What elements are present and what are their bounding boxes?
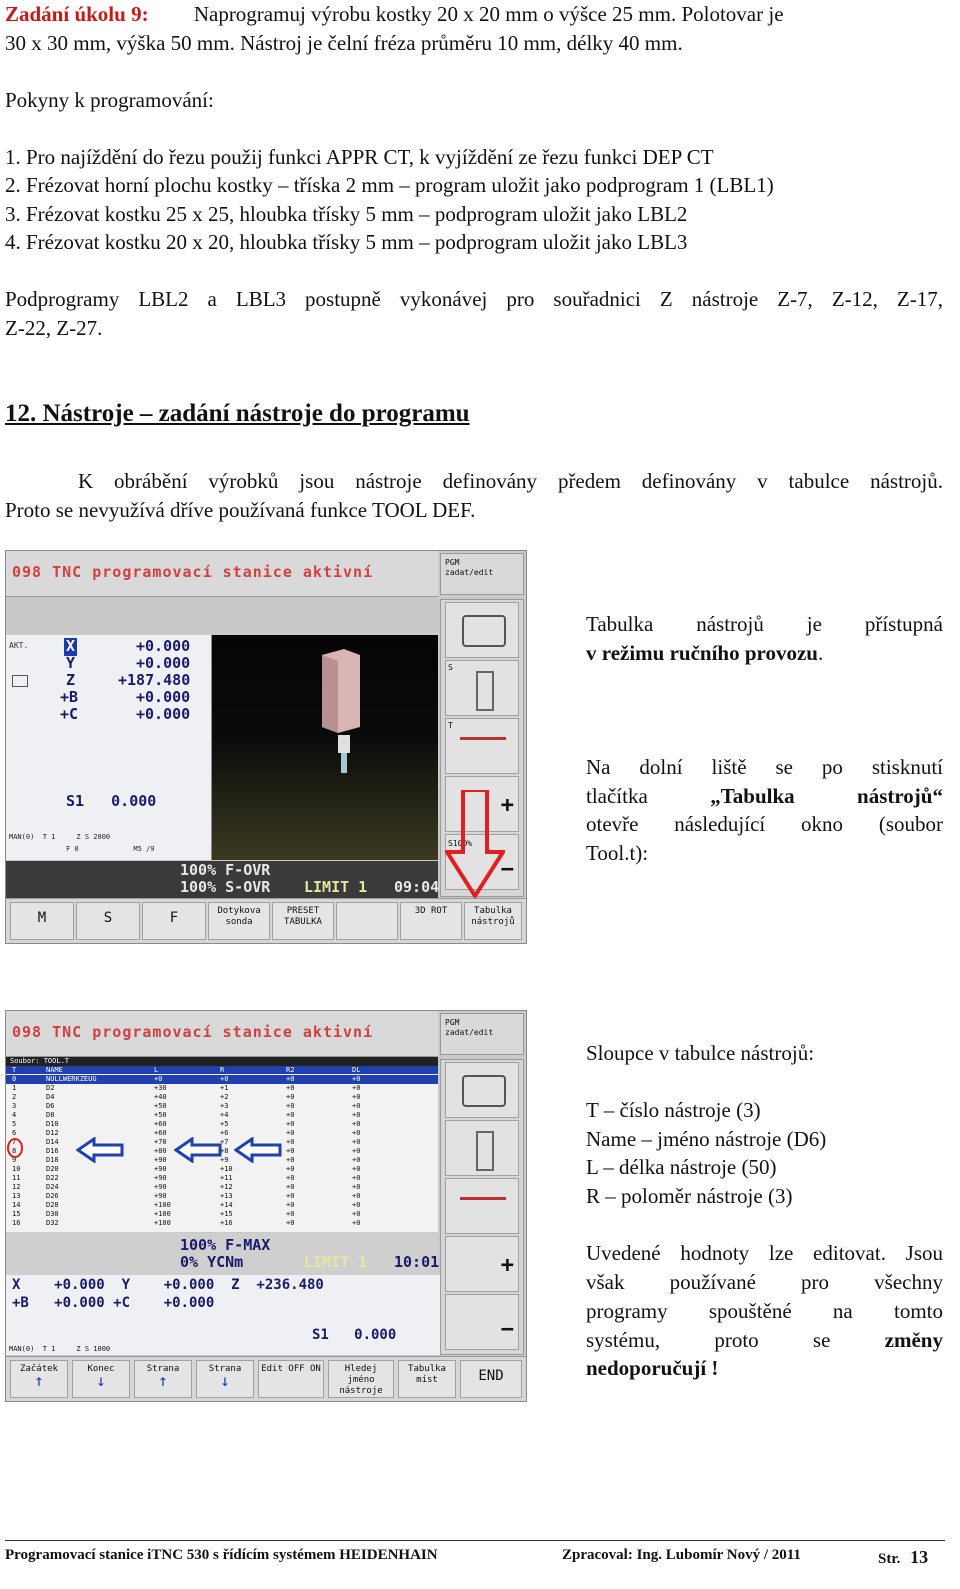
axis-z-label: Z	[66, 671, 76, 689]
side-label-s100: S100%	[448, 839, 473, 848]
subprogram-note-line2: Z-22, Z-27.	[5, 316, 103, 340]
limit-label: LIMIT 1	[304, 878, 368, 896]
file-bar	[6, 1057, 438, 1066]
plus-icon: +	[500, 793, 514, 818]
table-cell: +80	[154, 1147, 167, 1155]
tnc-screen-tool-table	[5, 1010, 527, 1402]
machine-viewport	[212, 635, 438, 860]
table-cell: +0	[352, 1084, 361, 1092]
feed-override: 100% F-OVR	[180, 861, 271, 879]
table-row[interactable]	[6, 1129, 438, 1138]
instruction-item: 4. Frézovat kostku 20 x 20, hloubka třísky 5 mm – podprogram uložit jako LBL3	[5, 230, 688, 254]
task-label: Zadání úkolu 9:	[5, 2, 149, 26]
column-desc: Name – jméno nástroje (D6)	[586, 1127, 827, 1151]
table-cell: D20	[46, 1165, 59, 1173]
table-row[interactable]	[6, 1201, 438, 1210]
column-desc: L – délka nástroje (50)	[586, 1155, 777, 1179]
status-line: MAN(0) T 1 Z S 1000	[9, 1345, 111, 1353]
table-cell: +0	[286, 1201, 295, 1209]
instructions-title: Pokyny k programování:	[5, 88, 214, 112]
clock: 09:04	[394, 878, 440, 896]
red-arrow-icon	[445, 790, 505, 898]
softkey-label: Strana	[146, 1364, 180, 1374]
softkey-pocket-table[interactable]	[398, 1360, 456, 1398]
table-cell: 7	[12, 1138, 17, 1146]
table-cell: +0	[286, 1183, 295, 1191]
table-cell: +0	[286, 1120, 295, 1128]
table-row[interactable]	[6, 1219, 438, 1228]
table-cell: +1	[220, 1084, 229, 1092]
override-panel	[6, 1233, 438, 1275]
table-cell: +0	[286, 1147, 295, 1155]
table-cell: 13	[12, 1192, 21, 1200]
pos-row2: +B +0.000 +C +0.000	[12, 1295, 215, 1311]
table-cell: D28	[46, 1201, 59, 1209]
table-cell: 11	[12, 1174, 21, 1182]
table-cell: +0	[286, 1075, 295, 1083]
table-cell: +0	[352, 1174, 361, 1182]
table-cell: +0	[286, 1138, 295, 1146]
table-cell: +60	[154, 1120, 167, 1128]
spindle-s1: S1 0.000	[66, 792, 157, 810]
softkey-label: Hledej jméno nástroje	[339, 1364, 383, 1396]
arrow-left-icon	[234, 1137, 282, 1163]
softkey-3d-rot[interactable]	[400, 902, 462, 940]
position-panel	[6, 1275, 456, 1355]
axis-z-value: +187.480	[118, 671, 191, 689]
side-softkey-probe[interactable]	[445, 602, 519, 658]
task-header	[5, 0, 945, 29]
side-label-t: T	[448, 721, 453, 730]
side1-p1-line2	[586, 639, 823, 668]
table-cell: +90	[154, 1183, 167, 1191]
side2-p-line5	[586, 1354, 718, 1383]
side-softkey-2[interactable]	[445, 1120, 519, 1176]
axis-c-label: +C	[60, 705, 79, 723]
side2-p-line4	[586, 1326, 943, 1355]
tool-holder-icon	[476, 671, 494, 711]
table-row[interactable]	[6, 1093, 438, 1102]
side2-p-line2: však používané pro všechny	[586, 1270, 943, 1294]
table-cell: +0	[352, 1165, 361, 1173]
status-line-b: F 0 M5 /9	[66, 845, 155, 853]
column-header-l: L	[154, 1066, 159, 1074]
table-cell: +4	[220, 1111, 229, 1119]
softkey-label: Dotykova sonda	[217, 906, 261, 927]
side-softkey-s[interactable]	[445, 660, 519, 716]
warning-bold: změny	[884, 1328, 943, 1352]
softkey-find-tool[interactable]	[328, 1360, 394, 1398]
table-cell: +0	[286, 1165, 295, 1173]
table-cell: +0	[352, 1219, 361, 1227]
table-row[interactable]	[6, 1165, 438, 1174]
softkey-end[interactable]	[460, 1360, 522, 1398]
section-paragraph-line2: Proto se nevyužívá dříve používaná funkce TOOL DEF.	[5, 498, 476, 522]
table-cell: +0	[286, 1102, 295, 1110]
tool-table	[6, 1057, 438, 1232]
softkey-label: S	[103, 910, 113, 926]
table-cell: +50	[154, 1111, 167, 1119]
softkey-label: Tabulka míst	[408, 1364, 446, 1385]
table-row[interactable]	[6, 1183, 438, 1192]
table-cell: +90	[154, 1156, 167, 1164]
table-cell: +3	[220, 1102, 229, 1110]
table-cell: +0	[352, 1075, 361, 1083]
table-cell: +0	[352, 1102, 361, 1110]
table-row[interactable]	[6, 1075, 438, 1084]
softkey-probe[interactable]	[208, 902, 270, 940]
table-row[interactable]	[6, 1147, 438, 1156]
softkey-edit[interactable]	[258, 1360, 324, 1398]
page-label: Str.	[878, 1551, 901, 1567]
pgm-softkey[interactable]: PGM zadat/edit	[440, 1013, 524, 1055]
softkey-label: Začátek	[20, 1364, 58, 1374]
column-header-r: R	[220, 1066, 225, 1074]
instruction-item: 2. Frézovat horní plochu kostky – tříska 2 mm – program uložit jako podprogram 1 (LBL1)	[5, 173, 774, 197]
softkey-label: 3D ROT	[414, 906, 448, 916]
table-cell: D6	[46, 1102, 55, 1110]
footer-rule	[5, 1540, 945, 1541]
table-cell: D24	[46, 1183, 59, 1191]
table-cell: +9	[220, 1156, 229, 1164]
side-softkey-bar	[440, 1059, 524, 1355]
softkey-tool-table[interactable]	[464, 902, 522, 940]
table-cell: 5	[12, 1120, 17, 1128]
softkey-label: Strana	[208, 1364, 242, 1374]
side1-p2-line2	[586, 782, 943, 811]
table-header	[6, 1066, 438, 1074]
table-cell: 8	[12, 1147, 17, 1155]
axis-b-value: +0.000	[136, 688, 191, 706]
table-cell: +90	[154, 1165, 167, 1173]
task-line2: 30 x 30 mm, výška 50 mm. Nástroj je čelní fréza průměru 10 mm, délky 40 mm.	[5, 31, 683, 55]
screen-title: 098 TNC programovací stanice aktivní	[6, 1011, 438, 1057]
status-line-a: MAN(0) T 1 Z S 2000	[9, 833, 111, 841]
softkey-s[interactable]	[76, 902, 140, 940]
table-cell: D12	[46, 1129, 59, 1137]
table-cell: +0	[352, 1210, 361, 1218]
table-cell: +0	[286, 1210, 295, 1218]
table-cell: +16	[220, 1219, 233, 1227]
side1-p1-line1: Tabulka nástrojů je přístupná	[586, 612, 943, 636]
arrow-up-icon: ↑	[34, 1371, 44, 1390]
table-cell: +0	[352, 1138, 361, 1146]
arrow-down-icon: ↓	[96, 1371, 106, 1390]
machine-icon	[462, 615, 506, 647]
table-cell: D10	[46, 1120, 59, 1128]
tnc-screen-manual	[5, 550, 527, 944]
bottom-softkey-bar	[6, 898, 526, 943]
tool-icon	[12, 675, 28, 687]
side-softkey-bar	[440, 599, 524, 897]
task-line1: Naprogramuj výrobu kostky 20 x 20 mm o výšce 25 mm. Polotovar je	[193, 2, 784, 26]
table-cell: +0	[220, 1075, 229, 1083]
table-cell: +8	[220, 1147, 229, 1155]
circle-highlight-icon	[6, 1137, 24, 1159]
softkey-end-of-table[interactable]	[72, 1360, 130, 1398]
spindle-override: 100% S-OVR	[180, 878, 271, 896]
table-cell: D16	[46, 1147, 59, 1155]
footer-left: Programovací stanice iTNC 530 s řídícím systémem HEIDENHAIN	[5, 1547, 438, 1563]
softkey-label: M	[37, 910, 47, 926]
table-row[interactable]	[6, 1120, 438, 1129]
table-cell: 16	[12, 1219, 21, 1227]
side1-p2-line1: Na dolní liště se po stisknutí	[586, 755, 943, 779]
table-cell: +0	[154, 1075, 163, 1083]
table-cell: +0	[352, 1120, 361, 1128]
table-cell: +0	[352, 1129, 361, 1137]
side2-title: Sloupce v tabulce nástrojů:	[586, 1041, 815, 1065]
axis-y-value: +0.000	[136, 654, 191, 672]
arrow-left-icon	[76, 1137, 124, 1163]
akt-label: AKT.	[9, 641, 29, 650]
table-cell: +0	[352, 1201, 361, 1209]
side-label-s: S	[448, 663, 453, 672]
side-softkey-plus[interactable]	[445, 1236, 519, 1292]
table-cell: +14	[220, 1201, 233, 1209]
softkey-preset-table[interactable]	[272, 902, 334, 940]
side-softkey-minus[interactable]	[445, 1294, 519, 1350]
minus-icon: −	[500, 1317, 514, 1342]
footer-author: Zpracoval: Ing. Lubomír Nový / 2011	[562, 1547, 801, 1563]
table-cell: D22	[46, 1174, 59, 1182]
table-cell: 3	[12, 1102, 17, 1110]
minus-icon: −	[500, 857, 514, 882]
column-header-dl: DL	[352, 1066, 361, 1074]
tool-change-icon	[460, 1197, 506, 1200]
table-cell: 10	[12, 1165, 21, 1173]
table-cell: 4	[12, 1111, 17, 1119]
table-cell: +0	[286, 1084, 295, 1092]
manual-mode-bold: v režimu ručního provozu	[586, 641, 818, 665]
table-cell: D32	[46, 1219, 59, 1227]
side-softkey-3[interactable]	[445, 1178, 519, 1234]
side-softkey-1[interactable]	[445, 1062, 519, 1118]
column-header-r2: R2	[286, 1066, 295, 1074]
table-cell: +0	[286, 1156, 295, 1164]
table-cell: +0	[352, 1093, 361, 1101]
table-row[interactable]	[6, 1084, 438, 1093]
table-cell: +0	[352, 1147, 361, 1155]
button-prefix: tlačítka	[586, 784, 711, 808]
section-heading: 12. Nástroje – zadání nástroje do programu	[5, 400, 470, 427]
table-cell: +0	[352, 1183, 361, 1191]
axis-b-label: +B	[60, 688, 79, 706]
softkey-label: F	[169, 910, 179, 926]
table-cell: 9	[12, 1156, 17, 1164]
table-cell: 2	[12, 1093, 17, 1101]
softkey-label: PRESET TABULKA	[284, 906, 322, 927]
table-cell: +30	[154, 1084, 167, 1092]
plus-icon: +	[500, 1253, 514, 1278]
table-cell: +0	[286, 1192, 295, 1200]
table-cell: +90	[154, 1192, 167, 1200]
table-cell: +2	[220, 1093, 229, 1101]
table-cell: +70	[154, 1138, 167, 1146]
pos-row1: X +0.000 Y +0.000 Z +236.480	[12, 1277, 324, 1293]
table-cell: +0	[352, 1156, 361, 1164]
softkey-f[interactable]	[142, 902, 206, 940]
table-cell: +13	[220, 1192, 233, 1200]
table-cell: 1	[12, 1084, 17, 1092]
table-cell: +10	[220, 1165, 233, 1173]
table-cell: +15	[220, 1210, 233, 1218]
table-cell: +100	[154, 1201, 171, 1209]
arrow-down-icon: ↓	[220, 1371, 230, 1390]
section-paragraph-line1: K obrábění výrobků jsou nástroje definovány předem definovány v tabulce nástrojů.	[78, 469, 943, 493]
table-row[interactable]	[6, 1138, 438, 1147]
clock: 10:01	[394, 1253, 440, 1271]
table-cell: +7	[220, 1138, 229, 1146]
ycnm: 0% YCNm	[180, 1253, 244, 1271]
table-cell: +100	[154, 1210, 171, 1218]
softkey-empty[interactable]	[336, 902, 398, 940]
table-cell: 15	[12, 1210, 21, 1218]
page-number: 13	[910, 1547, 929, 1567]
axis-x-label: X	[66, 637, 76, 655]
table-cell: +0	[286, 1129, 295, 1137]
pgm-softkey[interactable]: PGM zadat/edit	[440, 553, 524, 595]
table-cell: +0	[352, 1111, 361, 1119]
table-cell: +11	[220, 1174, 233, 1182]
instruction-item: 1. Pro najíždění do řezu použij funkci APPR CT, k vyjíždění ze řezu funkci DEP CT	[5, 145, 714, 169]
softkey-begin[interactable]	[10, 1360, 68, 1398]
axis-c-value: +0.000	[136, 705, 191, 723]
table-cell: +50	[154, 1102, 167, 1110]
side2-p-line3: programy spouštěné na tomto	[586, 1299, 943, 1323]
softkey-label: Edit OFF ON	[261, 1364, 321, 1374]
table-cell: +0	[286, 1219, 295, 1227]
footer-page	[878, 1547, 928, 1568]
period: .	[817, 641, 824, 665]
table-cell: 6	[12, 1129, 17, 1137]
table-cell: +5	[220, 1120, 229, 1128]
table-row[interactable]	[6, 1102, 438, 1111]
table-row[interactable]	[6, 1174, 438, 1183]
column-header-name: NAME	[46, 1066, 63, 1074]
table-cell: +60	[154, 1129, 167, 1137]
table-cell: D26	[46, 1192, 59, 1200]
table-cell: 14	[12, 1201, 21, 1209]
limit-label: LIMIT 1	[304, 1253, 368, 1271]
override-panel	[6, 861, 438, 898]
softkey-page-down[interactable]	[196, 1360, 254, 1398]
table-cell: NULLWERKZEUG	[46, 1075, 97, 1083]
table-cell: D18	[46, 1156, 59, 1164]
screen-title: 098 TNC programovací stanice aktivní	[6, 551, 438, 597]
table-row[interactable]	[6, 1210, 438, 1219]
axis-x-value: +0.000	[136, 637, 191, 655]
table-cell: D30	[46, 1210, 59, 1218]
table-cell: D2	[46, 1084, 55, 1092]
arrow-up-icon: ↑	[158, 1371, 168, 1390]
machine-icon	[462, 1075, 506, 1107]
table-cell: +0	[286, 1174, 295, 1182]
table-cell: +0	[352, 1192, 361, 1200]
side1-p2-line4: Tool.t):	[586, 841, 649, 865]
warning-bold-end: nedoporučují !	[586, 1356, 719, 1380]
bottom-softkey-bar	[6, 1356, 526, 1401]
table-cell: +12	[220, 1183, 233, 1191]
table-cell: 0	[12, 1075, 17, 1083]
fmax: 100% F-MAX	[180, 1236, 271, 1254]
softkey-m[interactable]	[10, 902, 74, 940]
table-cell: +90	[154, 1174, 167, 1182]
file-name: Soubor: TOOL.T	[10, 1057, 70, 1065]
table-row[interactable]	[6, 1192, 438, 1201]
table-cell: +100	[154, 1219, 171, 1227]
softkey-label: END	[478, 1368, 504, 1384]
tool-holder-icon	[476, 1131, 494, 1171]
column-desc: R – poloměr nástroje (3)	[586, 1184, 793, 1208]
spindle-s1: S1 0.000	[312, 1327, 397, 1343]
softkey-label: Konec	[87, 1364, 115, 1374]
side1-p2-line3: otevře následující okno (soubor	[586, 812, 943, 836]
column-header-t: T	[12, 1066, 17, 1074]
softkey-label: Tabulka nástrojů	[471, 906, 515, 927]
side-softkey-t[interactable]	[445, 718, 519, 774]
table-cell: D8	[46, 1111, 55, 1119]
table-cell: D4	[46, 1093, 55, 1101]
softkey-page-up[interactable]	[134, 1360, 192, 1398]
table-cell: +0	[286, 1111, 295, 1119]
table-cell: +40	[154, 1093, 167, 1101]
arrow-left-icon	[174, 1137, 222, 1163]
table-row[interactable]	[6, 1156, 438, 1165]
column-desc: T – číslo nástroje (3)	[586, 1098, 761, 1122]
tool-table-button-name: „Tabulka nástrojů“	[710, 784, 943, 808]
tool-change-icon	[460, 737, 506, 740]
position-panel	[6, 635, 212, 860]
warning-prefix: systému, proto se	[586, 1328, 885, 1352]
subprogram-note-line1: Podprogramy LBL2 a LBL3 postupně vykonávej pro souřadnici Z nástroje Z-7, Z-12, Z-17,	[5, 287, 943, 311]
instruction-item: 3. Frézovat kostku 25 x 25, hloubka třísky 5 mm – podprogram uložit jako LBL2	[5, 202, 688, 226]
table-row[interactable]	[6, 1111, 438, 1120]
axis-y-label: Y	[66, 654, 76, 672]
table-cell: D14	[46, 1138, 59, 1146]
table-cell: +0	[286, 1093, 295, 1101]
table-cell: +6	[220, 1129, 229, 1137]
table-cell: 12	[12, 1183, 21, 1191]
side2-p-line1: Uvedené hodnoty lze editovat. Jsou	[586, 1241, 943, 1265]
spindle-illustration	[212, 635, 438, 860]
